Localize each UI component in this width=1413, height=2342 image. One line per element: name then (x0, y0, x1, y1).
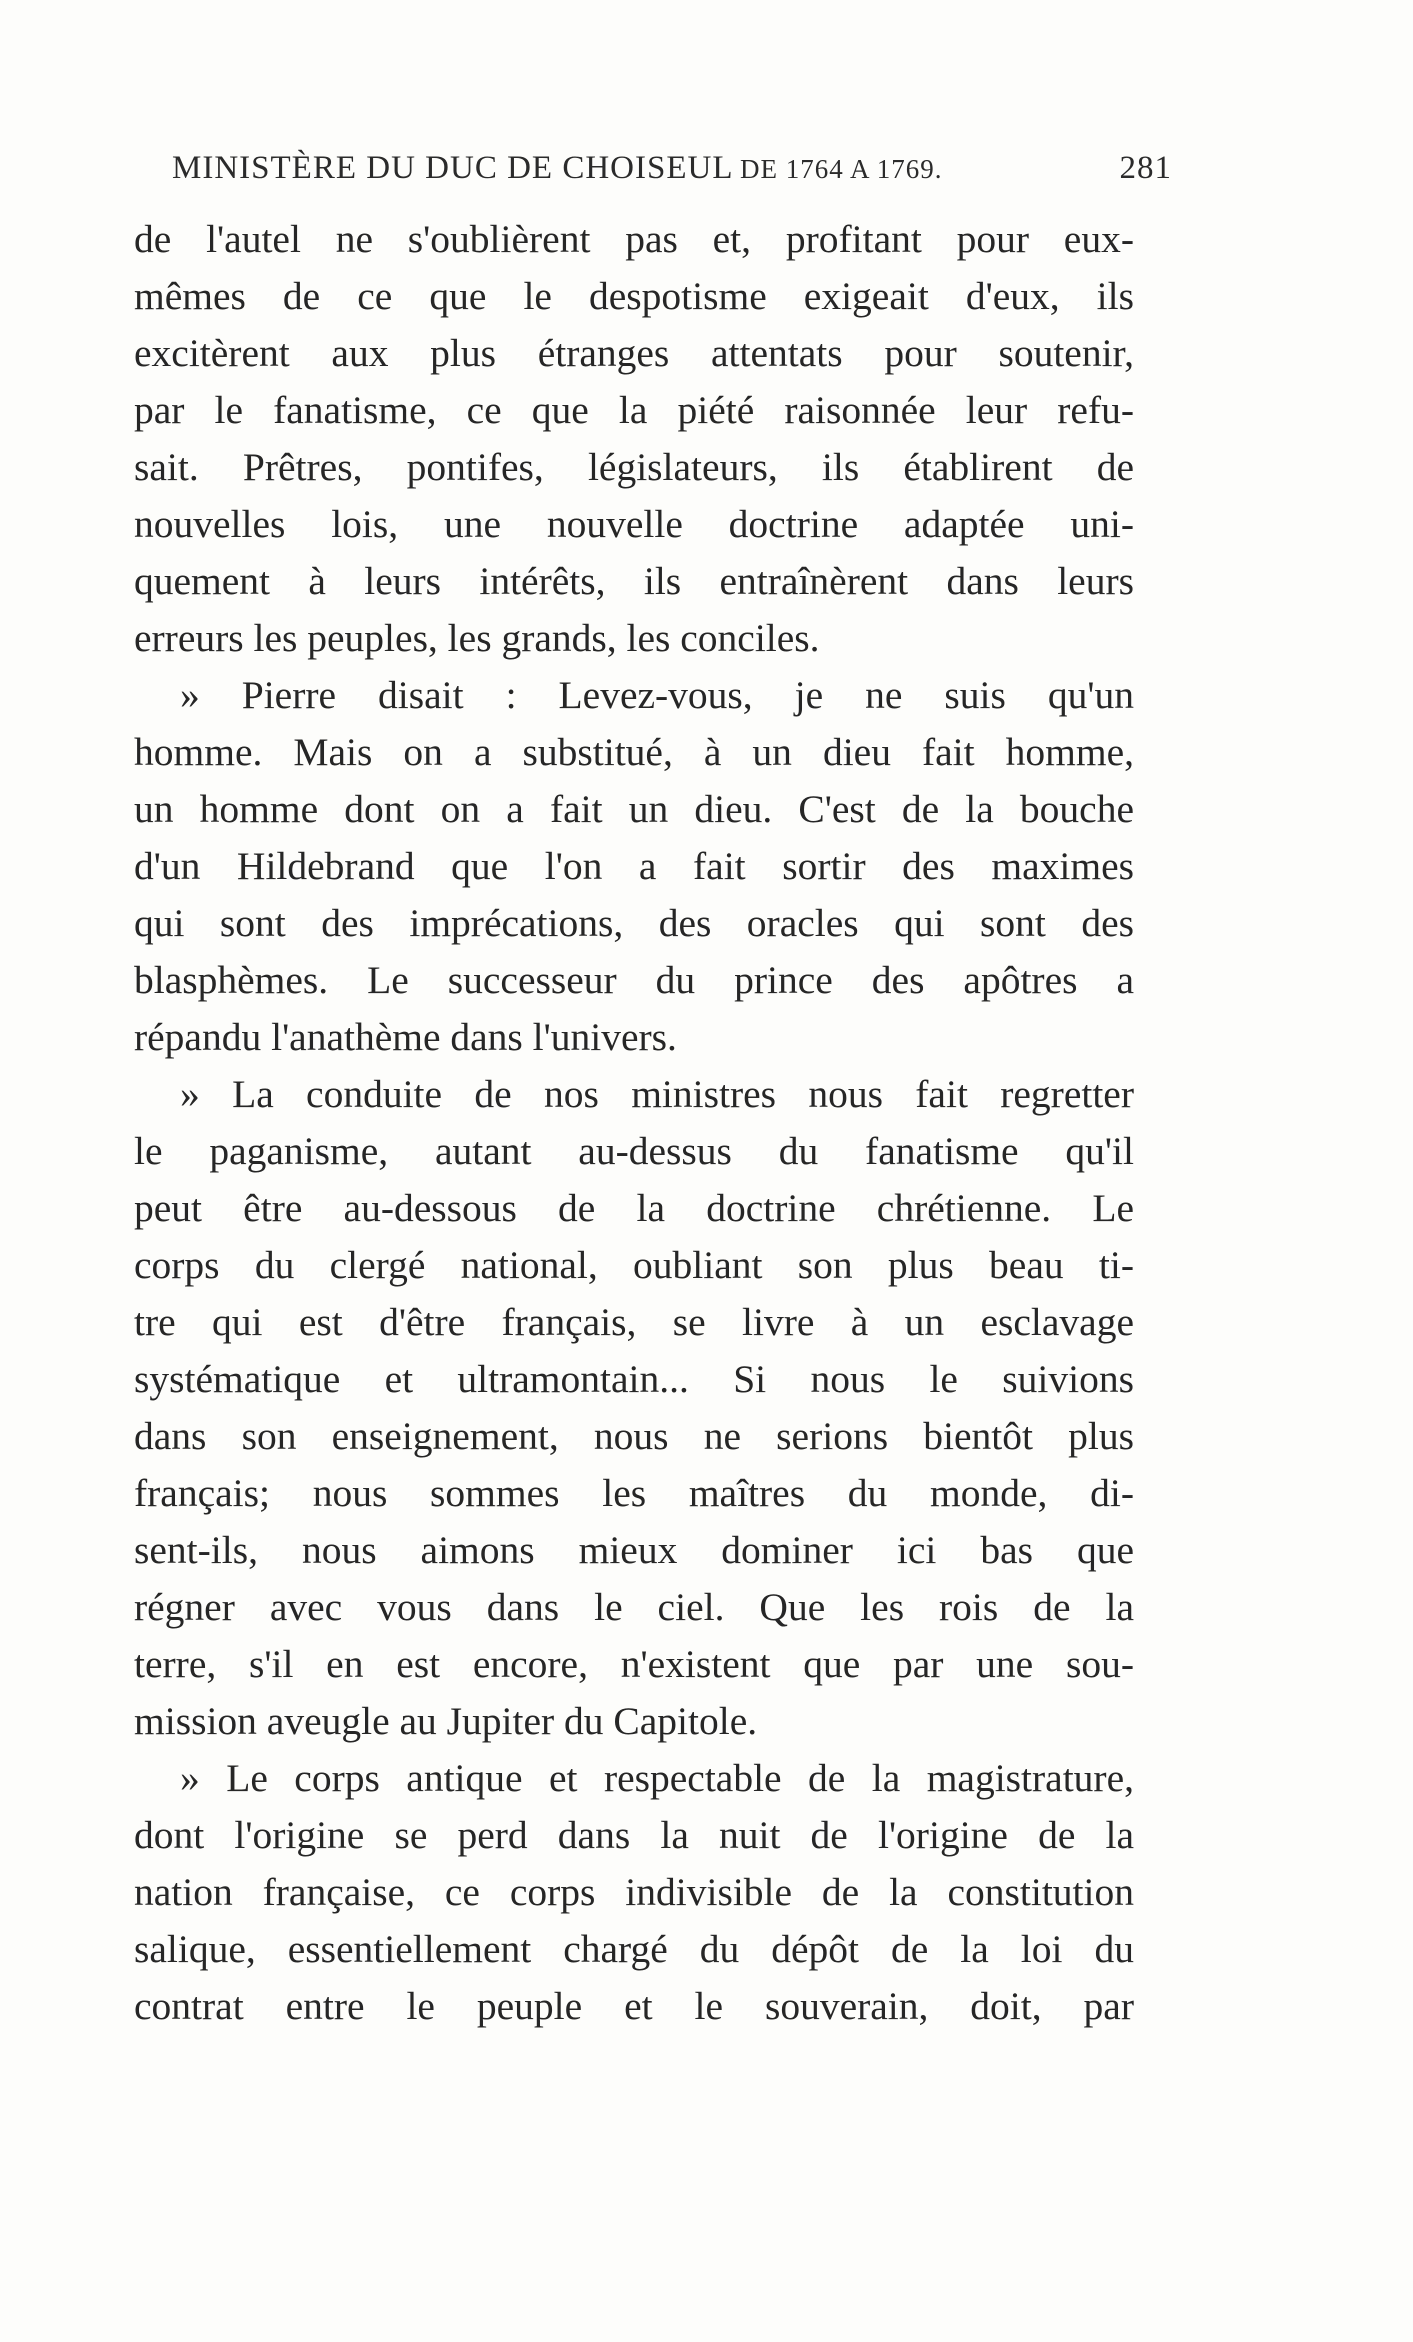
text-line: excitèrent aux plus étranges attentats pour soutenir, (134, 331, 1134, 375)
text-line: dont l'origine se perd dans la nuit de l'origine de la (134, 1813, 1134, 1857)
text-line: sait. Prêtres, pontifes, législateurs, ils établirent de (134, 445, 1134, 489)
text-line: d'un Hildebrand que l'on a fait sortir des maximes (134, 844, 1134, 888)
page-number: 281 (1119, 150, 1172, 186)
text-line: répandu l'anathème dans l'univers. (134, 1015, 677, 1059)
text-line: le paganisme, autant au-dessus du fanatisme qu'il (134, 1129, 1134, 1173)
text-line: corps du clergé national, oubliant son plus beau ti- (134, 1243, 1134, 1287)
text-line: » Le corps antique et respectable de la magistrature, (180, 1756, 1134, 1800)
text-line: » La conduite de nos ministres nous fait regretter (180, 1072, 1134, 1116)
text-line: contrat entre le peuple et le souverain, doit, par (134, 1984, 1134, 2028)
text-line: systématique et ultramontain... Si nous le suivions (134, 1357, 1134, 1401)
text-line: par le fanatisme, ce que la piété raisonnée leur refu- (134, 388, 1134, 432)
text-line: mêmes de ce que le despotisme exigeait d'eux, ils (134, 274, 1134, 318)
running-head-title: MINISTÈRE DU DUC DE CHOISEUL (172, 150, 734, 186)
text-line: salique, essentiellement chargé du dépôt de la loi du (134, 1927, 1134, 1971)
running-head-dates: DE 1764 A 1769. (740, 154, 943, 184)
running-head (172, 150, 1172, 200)
text-line: de l'autel ne s'oublièrent pas et, profitant pour eux- (134, 217, 1134, 261)
text-line: mission aveugle au Jupiter du Capitole. (134, 1699, 758, 1743)
text-line: nouvelles lois, une nouvelle doctrine adaptée uni- (134, 502, 1134, 546)
text-line: » Pierre disait : Levez-vous, je ne suis qu'un (180, 673, 1134, 717)
text-line: homme. Mais on a substitué, à un dieu fait homme, (134, 730, 1134, 774)
text-line: peut être au-dessous de la doctrine chrétienne. Le (134, 1186, 1134, 1230)
text-line: un homme dont on a fait un dieu. C'est de la bouche (134, 787, 1134, 831)
text-line: tre qui est d'être français, se livre à un esclavage (134, 1300, 1134, 1344)
body-text (134, 211, 1134, 2035)
text-line: qui sont des imprécations, des oracles qui sont des (134, 901, 1134, 945)
text-line: régner avec vous dans le ciel. Que les rois de la (134, 1585, 1134, 1629)
text-line: sent-ils, nous aimons mieux dominer ici bas que (134, 1528, 1134, 1572)
text-line: quement à leurs intérêts, ils entraînèrent dans leurs (134, 559, 1134, 603)
text-line: dans son enseignement, nous ne serions bientôt plus (134, 1414, 1134, 1458)
text-line: erreurs les peuples, les grands, les conciles. (134, 616, 820, 660)
text-line: français; nous sommes les maîtres du monde, di- (134, 1471, 1134, 1515)
text-line: terre, s'il en est encore, n'existent que par une sou- (134, 1642, 1134, 1686)
text-line: blasphèmes. Le successeur du prince des apôtres a (134, 958, 1134, 1002)
text-line: nation française, ce corps indivisible de la constitution (134, 1870, 1134, 1914)
